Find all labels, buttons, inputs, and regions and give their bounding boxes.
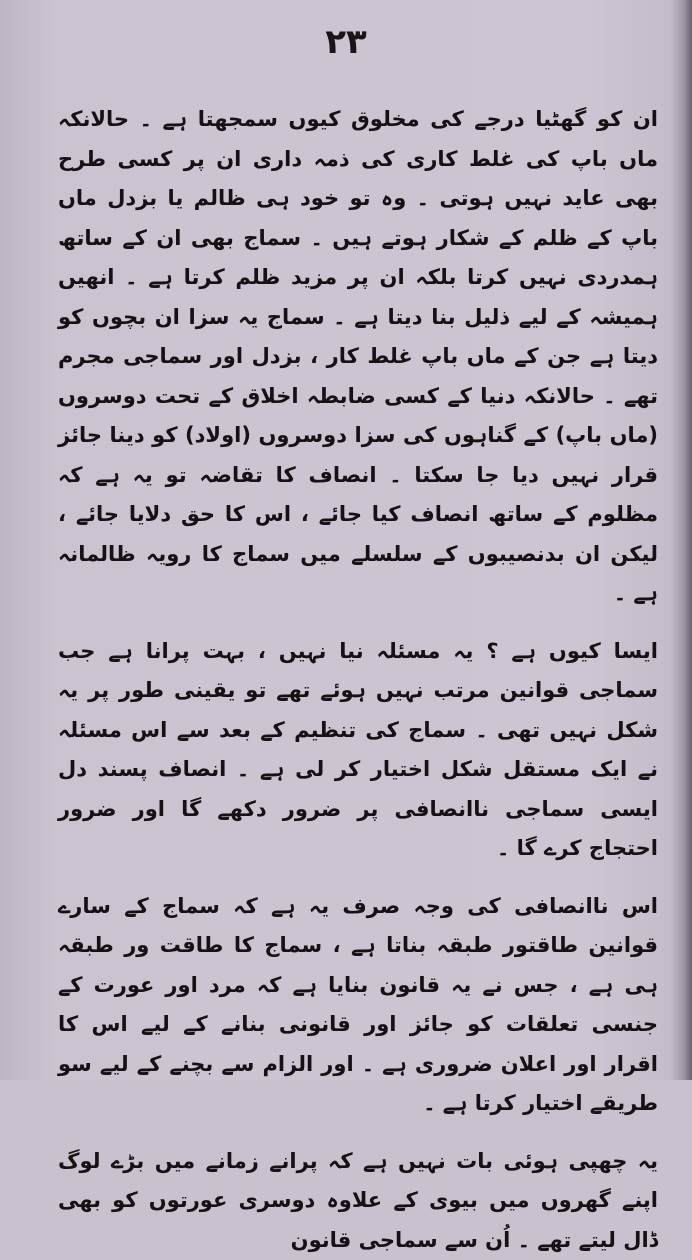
page-edge-shadow: [670, 0, 692, 1080]
page-number: ۲۳: [0, 22, 692, 62]
paragraph-3: اس ناانصافی کی وجہ صرف یہ ہے کہ سماج کے سارے قوانین طاقتور طبقہ بناتا ہے ، سماج کا طاقت ور طبقہ ہی ہے ، جس نے یہ قانون بنایا ہے کہ مرد اور عورت کے جنسی تعلقات کو جائز اور قانونی بنانے کے لیے اس کا اقرار اور اعلان ضروری ہے ۔ اور الزام سے بچنے کے لیے سو طریقے اختیار کرتا ہے ۔: [58, 887, 658, 1124]
paragraph-4: یہ چھپی ہوئی بات نہیں ہے کہ پرانے زمانے میں بڑے لوگ اپنے گھروں میں بیوی کے علاوہ دوسری عورتوں کو بھی ڈال لیتے تھے ۔ اُن سے سماجی قانون: [58, 1142, 658, 1260]
paragraph-1: ان کو گھٹیا درجے کی مخلوق کیوں سمجھتا ہے ۔ حالانکہ ماں باپ کی غلط کاری کی ذمہ داری ان پر کسی طرح بھی عاید نہیں ہوتی ۔ وہ تو خود ہی ظالم یا بزدل ماں باپ کے ظلم کے شکار ہوتے ہیں ۔ سماج بھی ان کے ساتھ ہمدردی نہیں کرتا بلکہ ان پر مزید ظلم کرتا ہے ۔ انھیں ہمیشہ کے لیے ذلیل بنا دیتا ہے ۔ سماج یہ سزا ان بچوں کو دیتا ہے جن کے ماں باپ غلط کار ، بزدل اور سماجی مجرم تھے ۔ حالانکہ دنیا کے کسی ضابطہ اخلاق کے تحت دوسروں (ماں باپ) کے گناہوں کی سزا دوسروں (اولاد) کو دینا جائز قرار نہیں دیا جا سکتا ۔ انصاف کا تقاضہ تو یہ ہے کہ مظلوم کے ساتھ انصاف کیا جائے ، اس کا حق دلایا جائے ، لیکن ان بدنصیبوں کے سلسلے میں سماج کا رویہ ظالمانہ ہے ۔: [58, 100, 658, 614]
page-body: [58, 100, 658, 1260]
paragraph-2: ایسا کیوں ہے ؟ یہ مسئلہ نیا نہیں ، بہت پرانا ہے جب سماجی قوانین مرتب نہیں ہوئے تھے تو یقینی طور پر یہ شکل نہیں تھی ۔ سماج کی تنظیم کے بعد سے اس مسئلہ نے ایک مستقل شکل اختیار کر لی ہے ۔ انصاف پسند دل ایسی سماجی ناانصافی پر ضرور دکھے گا اور ضرور احتجاج کرے گا ۔: [58, 632, 658, 869]
